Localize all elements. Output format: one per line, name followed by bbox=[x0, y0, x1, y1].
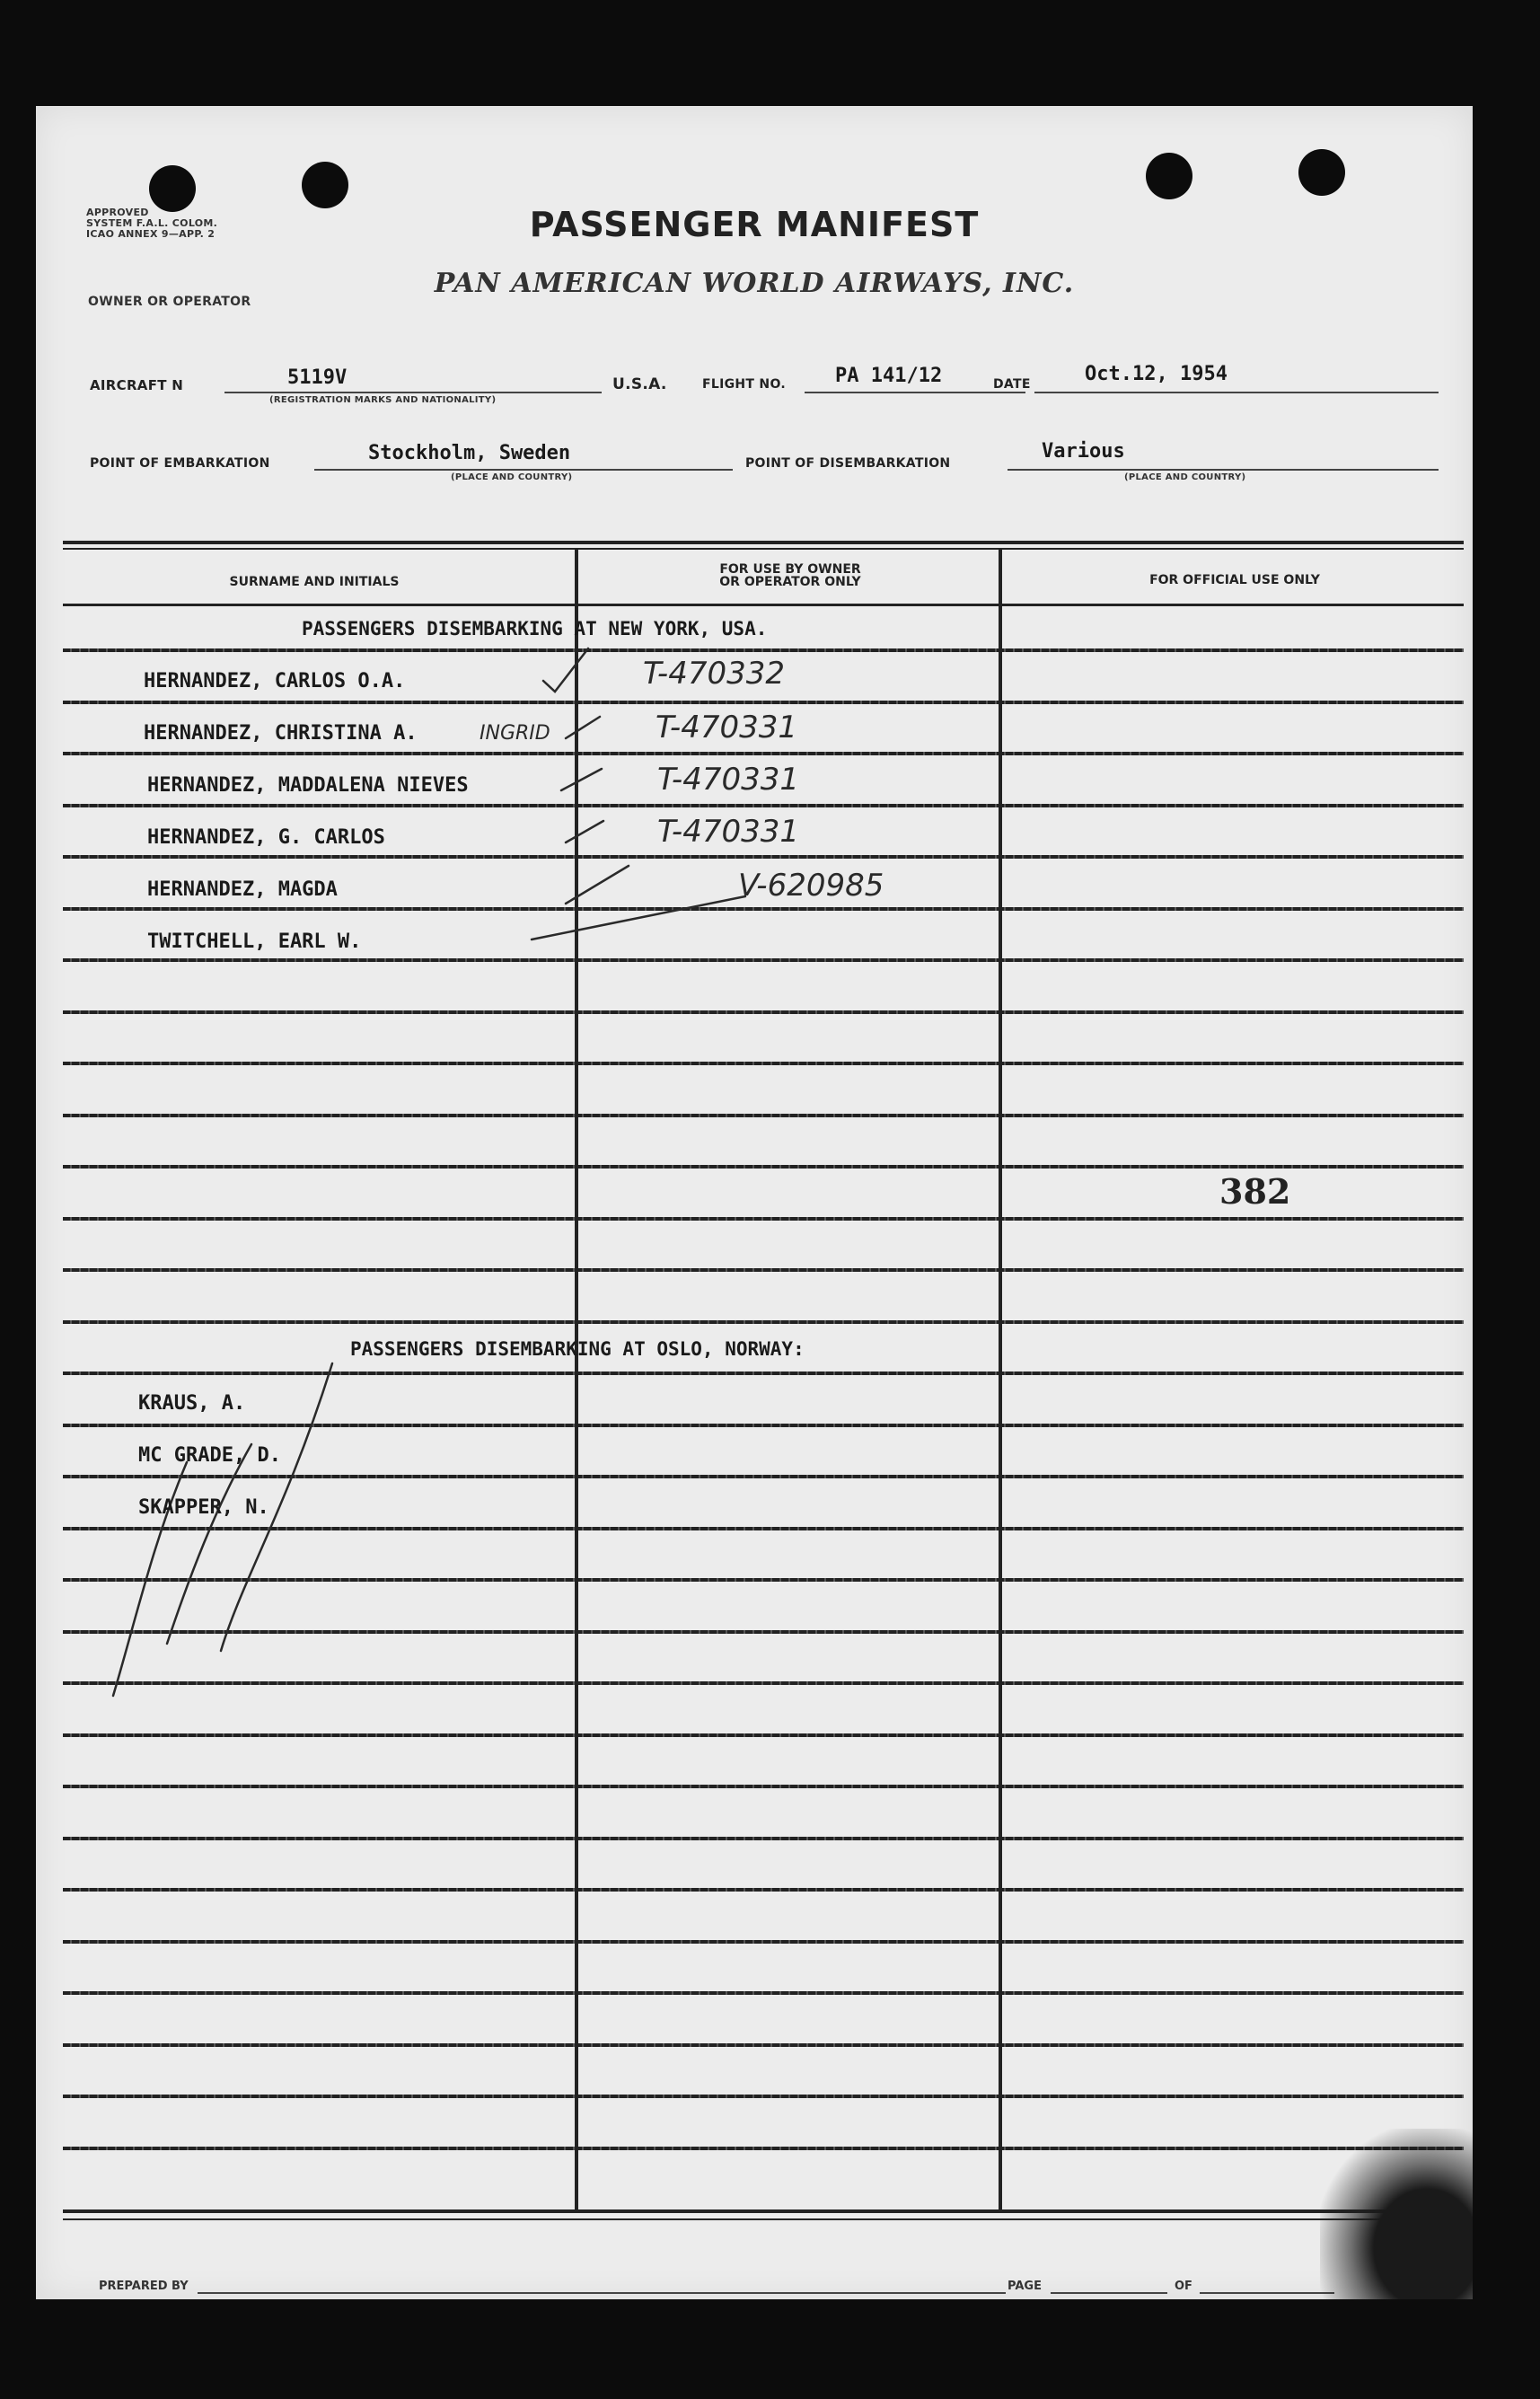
table-row-rule bbox=[63, 1785, 1464, 1788]
passenger-name: KRAUS, A. bbox=[138, 1392, 246, 1415]
long-stroke bbox=[532, 896, 745, 939]
aircraft-underline bbox=[224, 392, 602, 393]
table-row-rule bbox=[63, 855, 1464, 859]
table-row-rule bbox=[63, 1630, 1464, 1634]
column-header-owner-1: FOR USE BY OWNER bbox=[719, 562, 861, 577]
column-divider-1 bbox=[575, 550, 578, 2209]
table-row-rule bbox=[63, 701, 1464, 704]
punch-hole bbox=[1146, 153, 1192, 199]
handwritten-ticket-number: T-470331 bbox=[656, 710, 797, 745]
punch-hole bbox=[302, 162, 348, 208]
table-row-rule bbox=[63, 1837, 1464, 1840]
handwritten-ticket-number: T-470332 bbox=[643, 656, 785, 692]
page-title: PASSENGER MANIFEST bbox=[529, 205, 980, 244]
table-row-rule bbox=[63, 1010, 1464, 1014]
handwritten-ticket-number: T-470331 bbox=[657, 814, 799, 850]
disembark-underline bbox=[1008, 469, 1439, 471]
passenger-name: TWITCHELL, EARL W. bbox=[147, 930, 362, 953]
date-value: Oct.12, 1954 bbox=[1085, 363, 1228, 385]
table-bottom-rule bbox=[63, 2209, 1464, 2213]
table-top-rule-2 bbox=[63, 548, 1464, 550]
column-header-owner-2: OR OPERATOR ONLY bbox=[719, 575, 861, 589]
flight-no-underline bbox=[805, 392, 1025, 393]
table-row-rule bbox=[63, 1371, 1464, 1375]
table-row-rule bbox=[63, 958, 1464, 962]
manifest-sheet bbox=[36, 106, 1473, 2299]
approval-line-1: APPROVED bbox=[86, 207, 149, 218]
table-row-rule bbox=[63, 648, 1464, 652]
table-row-rule bbox=[63, 1940, 1464, 1944]
table-row-rule bbox=[63, 2147, 1464, 2150]
passenger-name: MC GRADE, D. bbox=[138, 1444, 281, 1467]
date-label: DATE bbox=[993, 377, 1031, 392]
flight-no-label: FLIGHT NO. bbox=[702, 377, 786, 392]
table-row-rule bbox=[63, 1424, 1464, 1427]
table-row-rule bbox=[63, 1888, 1464, 1892]
embark-note: (PLACE AND COUNTRY) bbox=[451, 472, 573, 482]
table-row-rule bbox=[63, 1217, 1464, 1221]
column-header-surname: SURNAME AND INITIALS bbox=[229, 575, 400, 589]
table-row-rule bbox=[63, 1114, 1464, 1117]
table-row-rule bbox=[63, 1527, 1464, 1530]
table-row-rule bbox=[63, 1062, 1464, 1065]
flight-no-value: PA 141/12 bbox=[835, 365, 943, 387]
embark-label: POINT OF EMBARKATION bbox=[90, 456, 270, 471]
registration-note: (REGISTRATION MARKS AND NATIONALITY) bbox=[269, 395, 497, 405]
handwritten-ticket-number: V-620985 bbox=[738, 868, 884, 904]
table-row-rule bbox=[63, 1475, 1464, 1478]
page-underline bbox=[1051, 2292, 1167, 2294]
of-underline bbox=[1200, 2292, 1334, 2294]
table-row-rule bbox=[63, 2043, 1464, 2047]
table-row-rule bbox=[63, 804, 1464, 807]
approval-line-2: SYSTEM F.A.L. COLOM. bbox=[86, 217, 218, 229]
date-underline bbox=[1034, 392, 1439, 393]
section-heading-new-york: PASSENGERS DISEMBARKING AT NEW YORK, USA. bbox=[302, 618, 768, 639]
disembark-note: (PLACE AND COUNTRY) bbox=[1124, 472, 1246, 482]
disembark-value: Various bbox=[1042, 440, 1125, 463]
passenger-name: HERNANDEZ, G. CARLOS bbox=[147, 826, 385, 849]
operator-name: PAN AMERICAN WORLD AIRWAYS, INC. bbox=[434, 268, 1075, 299]
table-row-rule bbox=[63, 752, 1464, 755]
embark-value: Stockholm, Sweden bbox=[368, 442, 571, 464]
table-row-rule bbox=[63, 1578, 1464, 1582]
table-row-rule bbox=[63, 2095, 1464, 2098]
owner-label: OWNER OR OPERATOR bbox=[88, 295, 251, 309]
aircraft-label: AIRCRAFT N bbox=[90, 377, 184, 393]
passenger-name: HERNANDEZ, MADDALENA NIEVES bbox=[147, 774, 469, 797]
check-mark bbox=[561, 769, 602, 790]
table-bottom-rule-2 bbox=[63, 2218, 1464, 2220]
table-top-rule bbox=[63, 541, 1464, 544]
aircraft-value: 5119V bbox=[287, 366, 348, 389]
page-label: PAGE bbox=[1008, 2280, 1042, 2293]
column-header-official: FOR OFFICIAL USE ONLY bbox=[1149, 573, 1320, 587]
table-row-rule bbox=[63, 1268, 1464, 1272]
passenger-name: HERNANDEZ, MAGDA bbox=[147, 878, 338, 901]
handwritten-name-note: INGRID bbox=[480, 722, 550, 745]
column-divider-2 bbox=[999, 550, 1002, 2209]
punch-hole bbox=[1298, 149, 1345, 196]
table-row-rule bbox=[63, 1681, 1464, 1685]
table-row-rule bbox=[63, 907, 1464, 911]
passenger-name: HERNANDEZ, CHRISTINA A. bbox=[144, 722, 418, 745]
table-row-rule bbox=[63, 1733, 1464, 1737]
of-label: OF bbox=[1175, 2280, 1192, 2293]
header-bottom-rule bbox=[63, 604, 1464, 606]
ink-smudge bbox=[1320, 2129, 1473, 2299]
prepared-by-underline bbox=[198, 2292, 1006, 2294]
embark-underline bbox=[314, 469, 733, 471]
prepared-by-label: PREPARED BY bbox=[99, 2280, 189, 2293]
check-mark bbox=[543, 648, 588, 692]
passenger-name: SKAPPER, N. bbox=[138, 1496, 269, 1519]
check-mark bbox=[566, 717, 600, 738]
table-row-rule bbox=[63, 1320, 1464, 1324]
table-row-rule bbox=[63, 1991, 1464, 1995]
page-stamp-number: 382 bbox=[1219, 1171, 1291, 1212]
passenger-name: HERNANDEZ, CARLOS O.A. bbox=[144, 670, 406, 692]
approval-line-3: ICAO ANNEX 9—APP. 2 bbox=[86, 228, 216, 240]
country-label: U.S.A. bbox=[612, 375, 667, 393]
disembark-label: POINT OF DISEMBARKATION bbox=[745, 456, 951, 471]
handwritten-ticket-number: T-470331 bbox=[657, 762, 799, 798]
table-row-rule bbox=[63, 1165, 1464, 1169]
check-mark bbox=[566, 821, 603, 842]
section-heading-oslo: PASSENGERS DISEMBARKING AT OSLO, NORWAY: bbox=[350, 1338, 805, 1360]
